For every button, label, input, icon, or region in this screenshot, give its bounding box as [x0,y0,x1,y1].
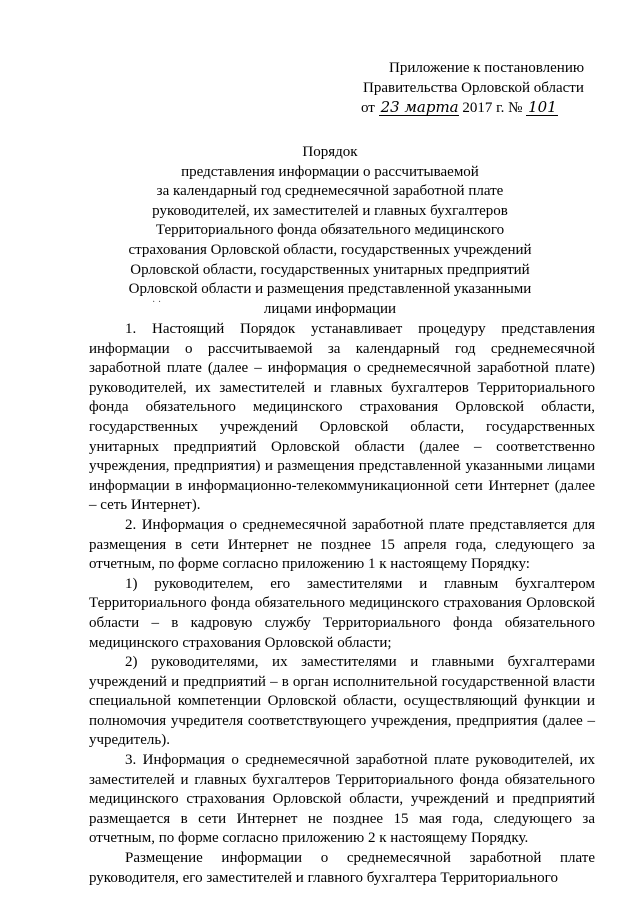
title-line: Орловской области, государственных унитарных предприятий [130,261,530,278]
appendix-line-3 [361,98,601,118]
title-line: Территориального фонда обязательного медицинского [155,222,505,239]
handwritten-number: 101 [528,98,557,116]
title-line: Порядок [302,144,358,160]
title-line: Орловской области и размещения представленной указанными [128,281,532,298]
title-line: руководителей, их заместителей и главных бухгалтеров [152,202,508,219]
title-line: лицами информации [263,300,397,317]
paragraph-2-item-1: 1) руководителем, его заместителями и главным бухгалтером Территориального фонда обязательного медицинского страхования Орловской области – в кадровую службу Территориального фонда обязательного медицинского страхования Орловской области; [89,575,595,651]
document-title [120,143,540,319]
appendix-header [361,58,601,118]
date-prefix: от [361,100,375,116]
paragraph-2: 2. Информация о среднемесячной заработной плате представляется для размещения в сети Интернет не позднее 15 апреля года, следующего за отчетным, по форме согласно приложению 1 к настоящему Порядку: [89,516,595,573]
document-body [89,320,595,888]
appendix-line-2: Правительства Орловской области [363,80,584,96]
scan-speck: · · [152,297,162,308]
title-line: страхования Орловской области, государственных учреждений [128,241,532,258]
appendix-line-1: Приложение к постановлению [389,60,585,76]
paragraph-2-item-2: 2) руководителями, их заместителями и главными бухгалтерами учреждений и предприятий – в орган исполнительной государственной власти специальной компетенции Орловской области, осуществляющий функции и полномочия учредителя соответствующего учреждения, предприятия (далее – учредитель). [89,654,595,749]
handwritten-date: 23 марта [380,98,459,116]
title-line: за календарный год среднемесячной заработной плате [156,183,504,200]
paragraph-1: 1. Настоящий Порядок устанавливает процедуру представления информации о рассчитываемой за календарный год среднемесячной заработной плате (далее – информация о среднемесячной заработной плате) руководителей, их заместителей и главных бухгалтеров Территориального фонда обязательного медицинского страхования Орловской области, государственных учреждений Орловской области, государственных унитарных предприятий Орловской области (далее – соответственно учреждения, предприятия) и размещения представленной указанными лицами информации в информационно-телекоммуникационной сети Интернет (далее – сеть Интернет). [89,321,595,514]
paragraph-3-continuation: Размещение информации о среднемесячной заработной плате руководителя, его заместителей и главного бухгалтера Территориального [89,850,595,886]
paragraph-3: 3. Информация о среднемесячной заработной плате руководителей, их заместителей и главных бухгалтеров Территориального фонда обязательного медицинского страхования Орловской области, учреждений и предприятий размещается в сети Интернет не позднее 15 мая года, следующего за отчетным, по форме согласно приложению 2 к настоящему Порядку. [89,752,595,847]
year-and-number-label: 2017 г. № [462,100,523,116]
title-line: представления информации о рассчитываемой [181,163,479,180]
